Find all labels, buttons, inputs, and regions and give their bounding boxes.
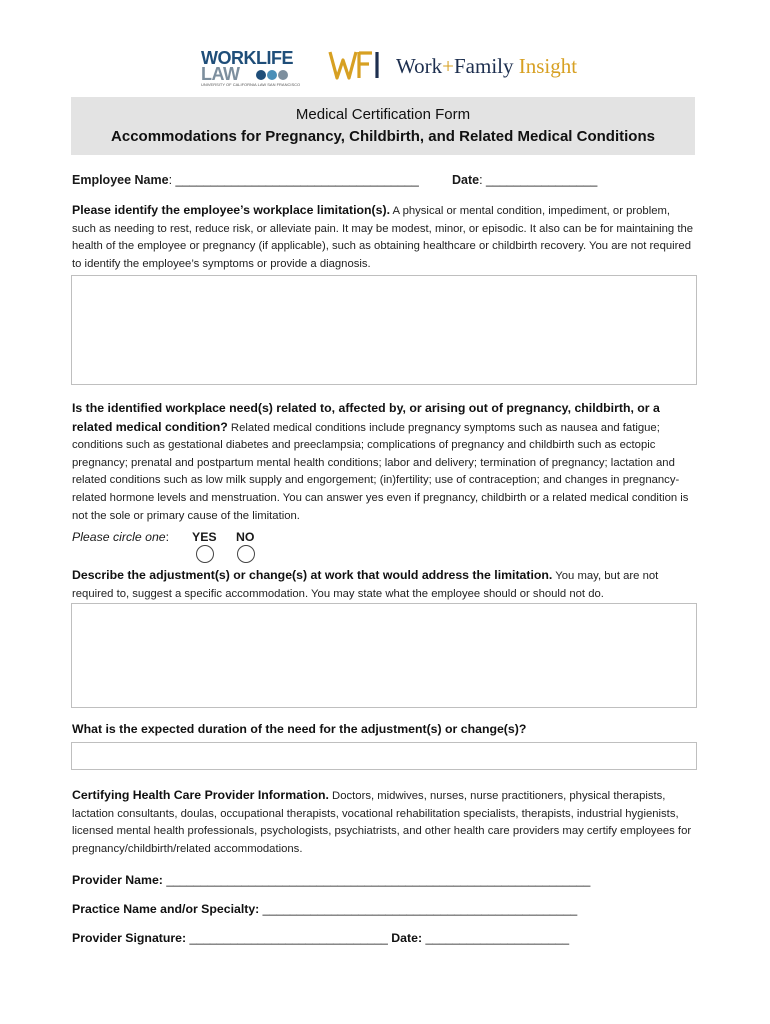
circle-one-text: Please circle one	[72, 530, 166, 544]
worklife-dots-icon	[256, 70, 288, 80]
provider-lead: Certifying Health Care Provider Information.	[72, 788, 329, 802]
wfi-plus: +	[442, 54, 454, 78]
related-instructions	[72, 400, 696, 525]
signature-date-label: Date:	[391, 931, 423, 945]
limitations-textbox[interactable]	[71, 275, 697, 385]
signature-row	[72, 931, 569, 945]
employee-name-label: Employee Name	[72, 173, 169, 187]
signature-date-field[interactable]: _____________________	[422, 931, 570, 945]
wfi-word-work: Work	[396, 54, 443, 78]
practice-field[interactable]: ______________________________________________	[259, 902, 578, 916]
wfi-word-insight: Insight	[518, 54, 578, 78]
related-lead: Is the identified workplace need(s) related to, affected by, or arising out of pregnancy, childbirth, or a related medical condition?	[72, 401, 660, 434]
related-body: Related medical conditions include pregnancy symptoms such as nausea and fatigue; conditions such as gestational diabetes and preeclampsia; complications of pregnancy and childbirth such as ectopic pregnancy; prenatal and postpartum mental health conditions; labor and delivery; termination of pregnancy; lactation and related conditions such as low milk supply and engorgement; (in)fertility; use of contraception; and changes in pregnancy-related hormone levels and menstruation. You can answer yes even if pregnancy, childbirth or a related medical condition is not the sole or primary cause of the limitation.	[72, 421, 689, 522]
yes-radio[interactable]	[196, 545, 214, 563]
duration-question: What is the expected duration of the need for the adjustment(s) or change(s)?	[72, 722, 527, 736]
no-option-label: NO	[236, 530, 255, 544]
wfi-monogram-icon	[328, 48, 384, 82]
worklife-logo-line2: LAW	[201, 64, 240, 84]
provider-name-field[interactable]: ______________________________________________________________	[162, 873, 591, 887]
provider-body: Doctors, midwives, nurses, nurse practitioners, physical therapists, lactation consultants, doulas, occupational therapists, vocational rehabilitation specialists, therapists, industrial hygienists, licensed mental health professionals, psychologists, psychiatrists, and other health care providers may certify employees for pregnancy/childbirth/related accommodations.	[72, 790, 692, 855]
adjustment-textbox[interactable]	[71, 603, 697, 708]
practice-label: Practice Name and/or Specialty:	[72, 902, 260, 916]
worklife-logo-line1: WORKLIFE	[201, 48, 293, 68]
employee-name-field[interactable]: : ___________________________________	[168, 173, 419, 187]
adjustment-lead: Describe the adjustment(s) or change(s) at work that would address the limitation.	[72, 568, 553, 582]
adjustment-body: You may, but are not required to, suggest a specific accommodation. You may state what the employee should or should not do.	[72, 570, 659, 600]
provider-instructions	[72, 787, 696, 858]
employee-date-row	[452, 173, 597, 187]
work-family-insight-wordmark	[396, 54, 577, 79]
worklife-law-logo	[196, 48, 314, 88]
provider-name-row	[72, 873, 590, 887]
employee-date-field[interactable]: : ________________	[479, 173, 598, 187]
limitations-lead: Please identify the employee’s workplace limitation(s).	[72, 203, 390, 217]
adjustment-instructions	[72, 567, 696, 603]
signature-field[interactable]: _____________________________	[186, 931, 388, 945]
limitations-instructions	[72, 202, 696, 273]
yes-option-label: YES	[192, 530, 217, 544]
limitations-body: A physical or mental condition, impediment, or problem, such as needing to rest, reduce risk, or alleviate pain. It may be modest, minor, or episodic. It also can be for maintaining the health of the employee or pregnancy (if applicable), such as obtaining healthcare or childbirth recovery. You are not required to identify the employee’s symptoms or provide a diagnosis.	[72, 205, 694, 270]
practice-row	[72, 902, 577, 916]
provider-name-label: Provider Name:	[72, 873, 163, 887]
employee-date-label: Date	[452, 173, 480, 187]
form-title: Medical Certification Form	[295, 106, 471, 123]
no-radio[interactable]	[237, 545, 255, 563]
form-subtitle: Accommodations for Pregnancy, Childbirth, and Related Medical Conditions	[111, 128, 655, 145]
circle-one-colon: :	[165, 530, 170, 544]
circle-one-label	[72, 530, 169, 544]
wfi-word-family: Family	[453, 54, 514, 78]
duration-textbox[interactable]	[71, 742, 697, 770]
signature-label: Provider Signature:	[72, 931, 187, 945]
worklife-logo-tagline: UNIVERSITY OF CALIFORNIA LAW SAN FRANCISCO	[201, 82, 301, 87]
employee-name-row	[72, 173, 419, 187]
title-band	[71, 97, 695, 155]
